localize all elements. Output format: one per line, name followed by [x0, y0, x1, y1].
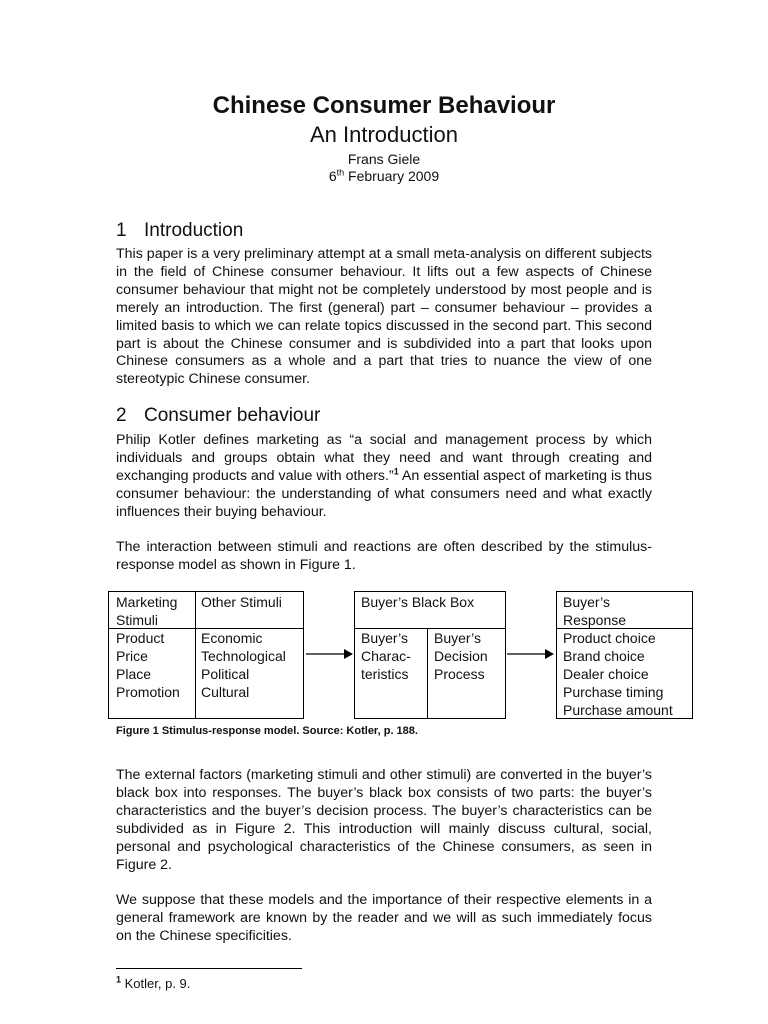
- list-item: Economic: [201, 630, 263, 646]
- document-date: [0, 168, 768, 184]
- date-suffix: th: [336, 167, 345, 178]
- marketing-stimuli-header: Marketing Stimuli: [116, 594, 178, 628]
- list-item: Product: [116, 630, 165, 646]
- stimuli-divider: [195, 591, 196, 719]
- date-day: 6: [328, 168, 337, 184]
- footnote-ref: 1: [393, 466, 399, 477]
- section-2-heading: [116, 405, 320, 427]
- list-item: Purchase timing: [563, 684, 664, 700]
- footnote: [116, 976, 190, 991]
- list-item: Dealer choice: [563, 666, 649, 682]
- section-2-number: 2: [116, 405, 127, 426]
- arrow-right-icon: [306, 647, 354, 661]
- list-item: Place: [116, 666, 152, 682]
- paragraph-continuation: An essential aspect of marketing is thus consumer behaviour: the understanding of what consumers need and what exactly influences their buying behaviour.: [116, 467, 652, 520]
- response-list: [563, 629, 673, 719]
- section-1-number: 1: [116, 220, 127, 241]
- list-item: Cultural: [201, 684, 250, 700]
- list-item: Technological: [201, 648, 286, 664]
- list-item: Purchase amount: [563, 702, 673, 718]
- section-2-paragraph-2: The interaction between stimuli and reactions are often described by the stimulus-response model as shown in Figure 1.: [116, 539, 652, 573]
- response-header: Buyer’s Response: [563, 594, 627, 628]
- section-1-paragraph: This paper is a very preliminary attempt at a small meta-analysis on different subjects in the field of Chinese consumer behaviour. It lifts out a few aspects of Chinese consumer behaviour that might not be completely understood by most people and is merely an introduction. The first (general) part – consumer behaviour – provides a limited basis to which we can relate topics discussed in the second part. This second part is about the Chinese consumer and is subdivided into a part that looks upon Chinese consumers as a whole and a part that tries to nuance the view of one stereotypic Chinese consumer.: [116, 246, 652, 388]
- black-box-divider: [427, 628, 428, 719]
- marketing-stimuli-list: [116, 629, 180, 701]
- list-item: Brand choice: [563, 648, 645, 664]
- kotler-quote: Philip Kotler defines marketing as “a social and management process by which individuals and groups obtain what they need and want through creating and exchanging products and value with others.”: [116, 432, 652, 484]
- footnote-text: Kotler, p. 9.: [121, 976, 191, 991]
- list-item: Political: [201, 666, 250, 682]
- list-item: Price: [116, 648, 148, 664]
- black-box-header: Buyer’s Black Box: [361, 594, 475, 610]
- footnote-number: 1: [116, 974, 122, 985]
- section-2-paragraph-4: We suppose that these models and the importance of their respective elements in a general framework are known by the reader and we will as such immediately focus on the Chinese specificities.: [116, 892, 652, 944]
- figure-1-caption: Figure 1 Stimulus-response model. Source: Kotler, p. 188.: [116, 725, 418, 737]
- buyer-characteristics: Buyer’s Charac- teristics: [361, 630, 411, 682]
- document-title: Chinese Consumer Behaviour: [212, 92, 556, 119]
- arrow-right-icon: [507, 647, 555, 661]
- other-stimuli-list: [201, 629, 286, 701]
- section-1-heading: [116, 220, 243, 242]
- section-2-paragraph-1: [116, 432, 652, 522]
- date-rest: February 2009: [344, 168, 440, 184]
- list-item: Promotion: [116, 684, 180, 700]
- other-stimuli-header: Other Stimuli: [201, 594, 282, 610]
- author-name: Frans Giele: [347, 151, 421, 167]
- footnote-separator: [116, 968, 302, 969]
- section-2-paragraph-3: The external factors (marketing stimuli and other stimuli) are converted in the buyer’s black box into responses. The buyer’s black box consists of two parts: the buyer’s characteristics and the buyer’s decision process. The buyer’s characteristics can be subdivided as in Figure 2. This introduction will mainly discuss cultural, social, personal and psychological characteristics of the Chinese consumers, as seen in Figure 2.: [116, 767, 652, 873]
- list-item: Product choice: [563, 630, 656, 646]
- section-2-title: Consumer behaviour: [144, 405, 321, 426]
- section-1-title: Introduction: [144, 220, 244, 241]
- document-subtitle: An Introduction: [310, 122, 458, 147]
- buyer-decision-process: Buyer’s Decision Process: [434, 630, 488, 682]
